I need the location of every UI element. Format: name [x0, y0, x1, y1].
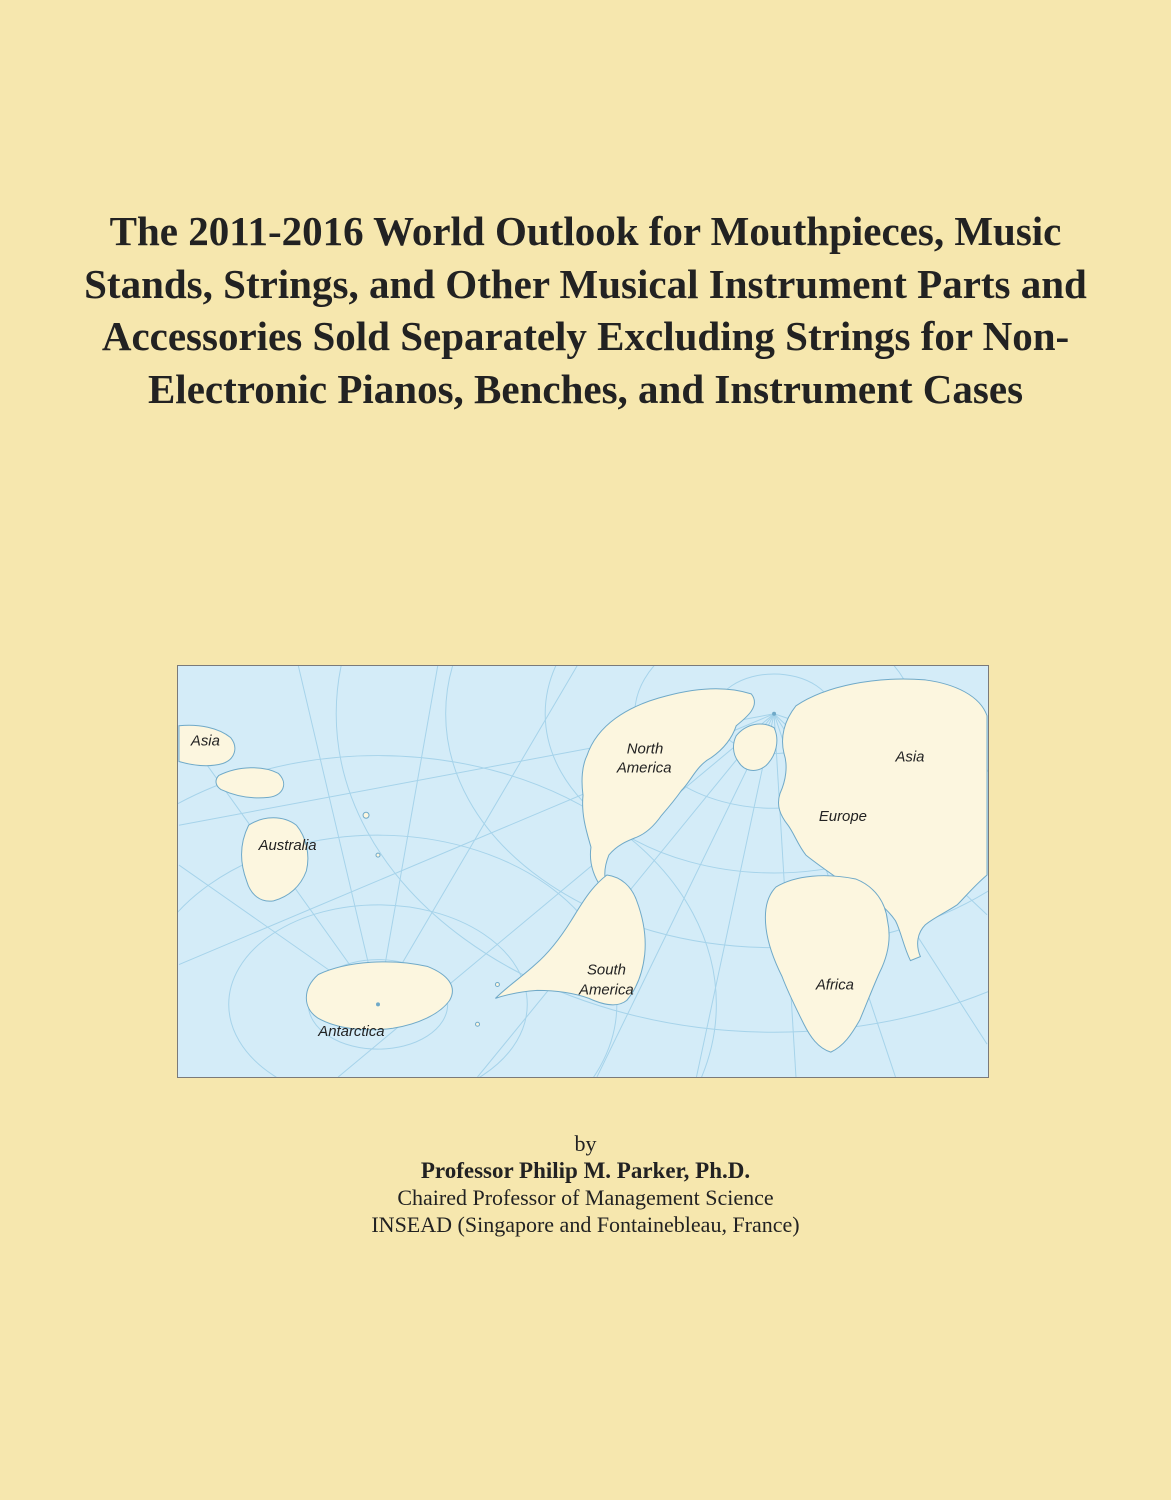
south-pole-marker: [376, 1002, 380, 1006]
island: [363, 812, 369, 818]
label-asia-right: Asia: [895, 748, 925, 766]
byline: [0, 1130, 1171, 1238]
label-australia: Australia: [258, 837, 317, 855]
label-europe: Europe: [818, 808, 867, 826]
label-north-america-line1: North: [626, 740, 664, 758]
label-south-america-line2: America: [579, 981, 634, 999]
island: [476, 1022, 480, 1026]
author-name: Professor Philip M. Parker, Ph.D.: [420, 1158, 751, 1183]
label-south-america-line1: South: [586, 961, 626, 979]
island: [376, 853, 380, 857]
label-antarctica: Antarctica: [318, 1023, 385, 1041]
book-title: The 2011-2016 World Outlook for Mouthpieces, Music Stands, Strings, and Other Musical Instrument Parts and Accessories Sold Separately Excluding Strings for Non-Electronic Pianos, Benches, and Instrument Cases: [84, 208, 1087, 412]
by-text: by: [574, 1131, 597, 1156]
island: [495, 982, 499, 986]
north-pole-marker: [772, 712, 776, 716]
label-north-america-line2: America: [616, 759, 672, 777]
label-asia-left: Asia: [190, 732, 220, 750]
author-position: Chaired Professor of Management Science: [397, 1185, 774, 1210]
world-map: [177, 665, 989, 1078]
label-africa: Africa: [815, 976, 854, 994]
author-institution: INSEAD (Singapore and Fontainebleau, France): [371, 1212, 800, 1237]
world-map-graphic: [178, 666, 988, 1077]
